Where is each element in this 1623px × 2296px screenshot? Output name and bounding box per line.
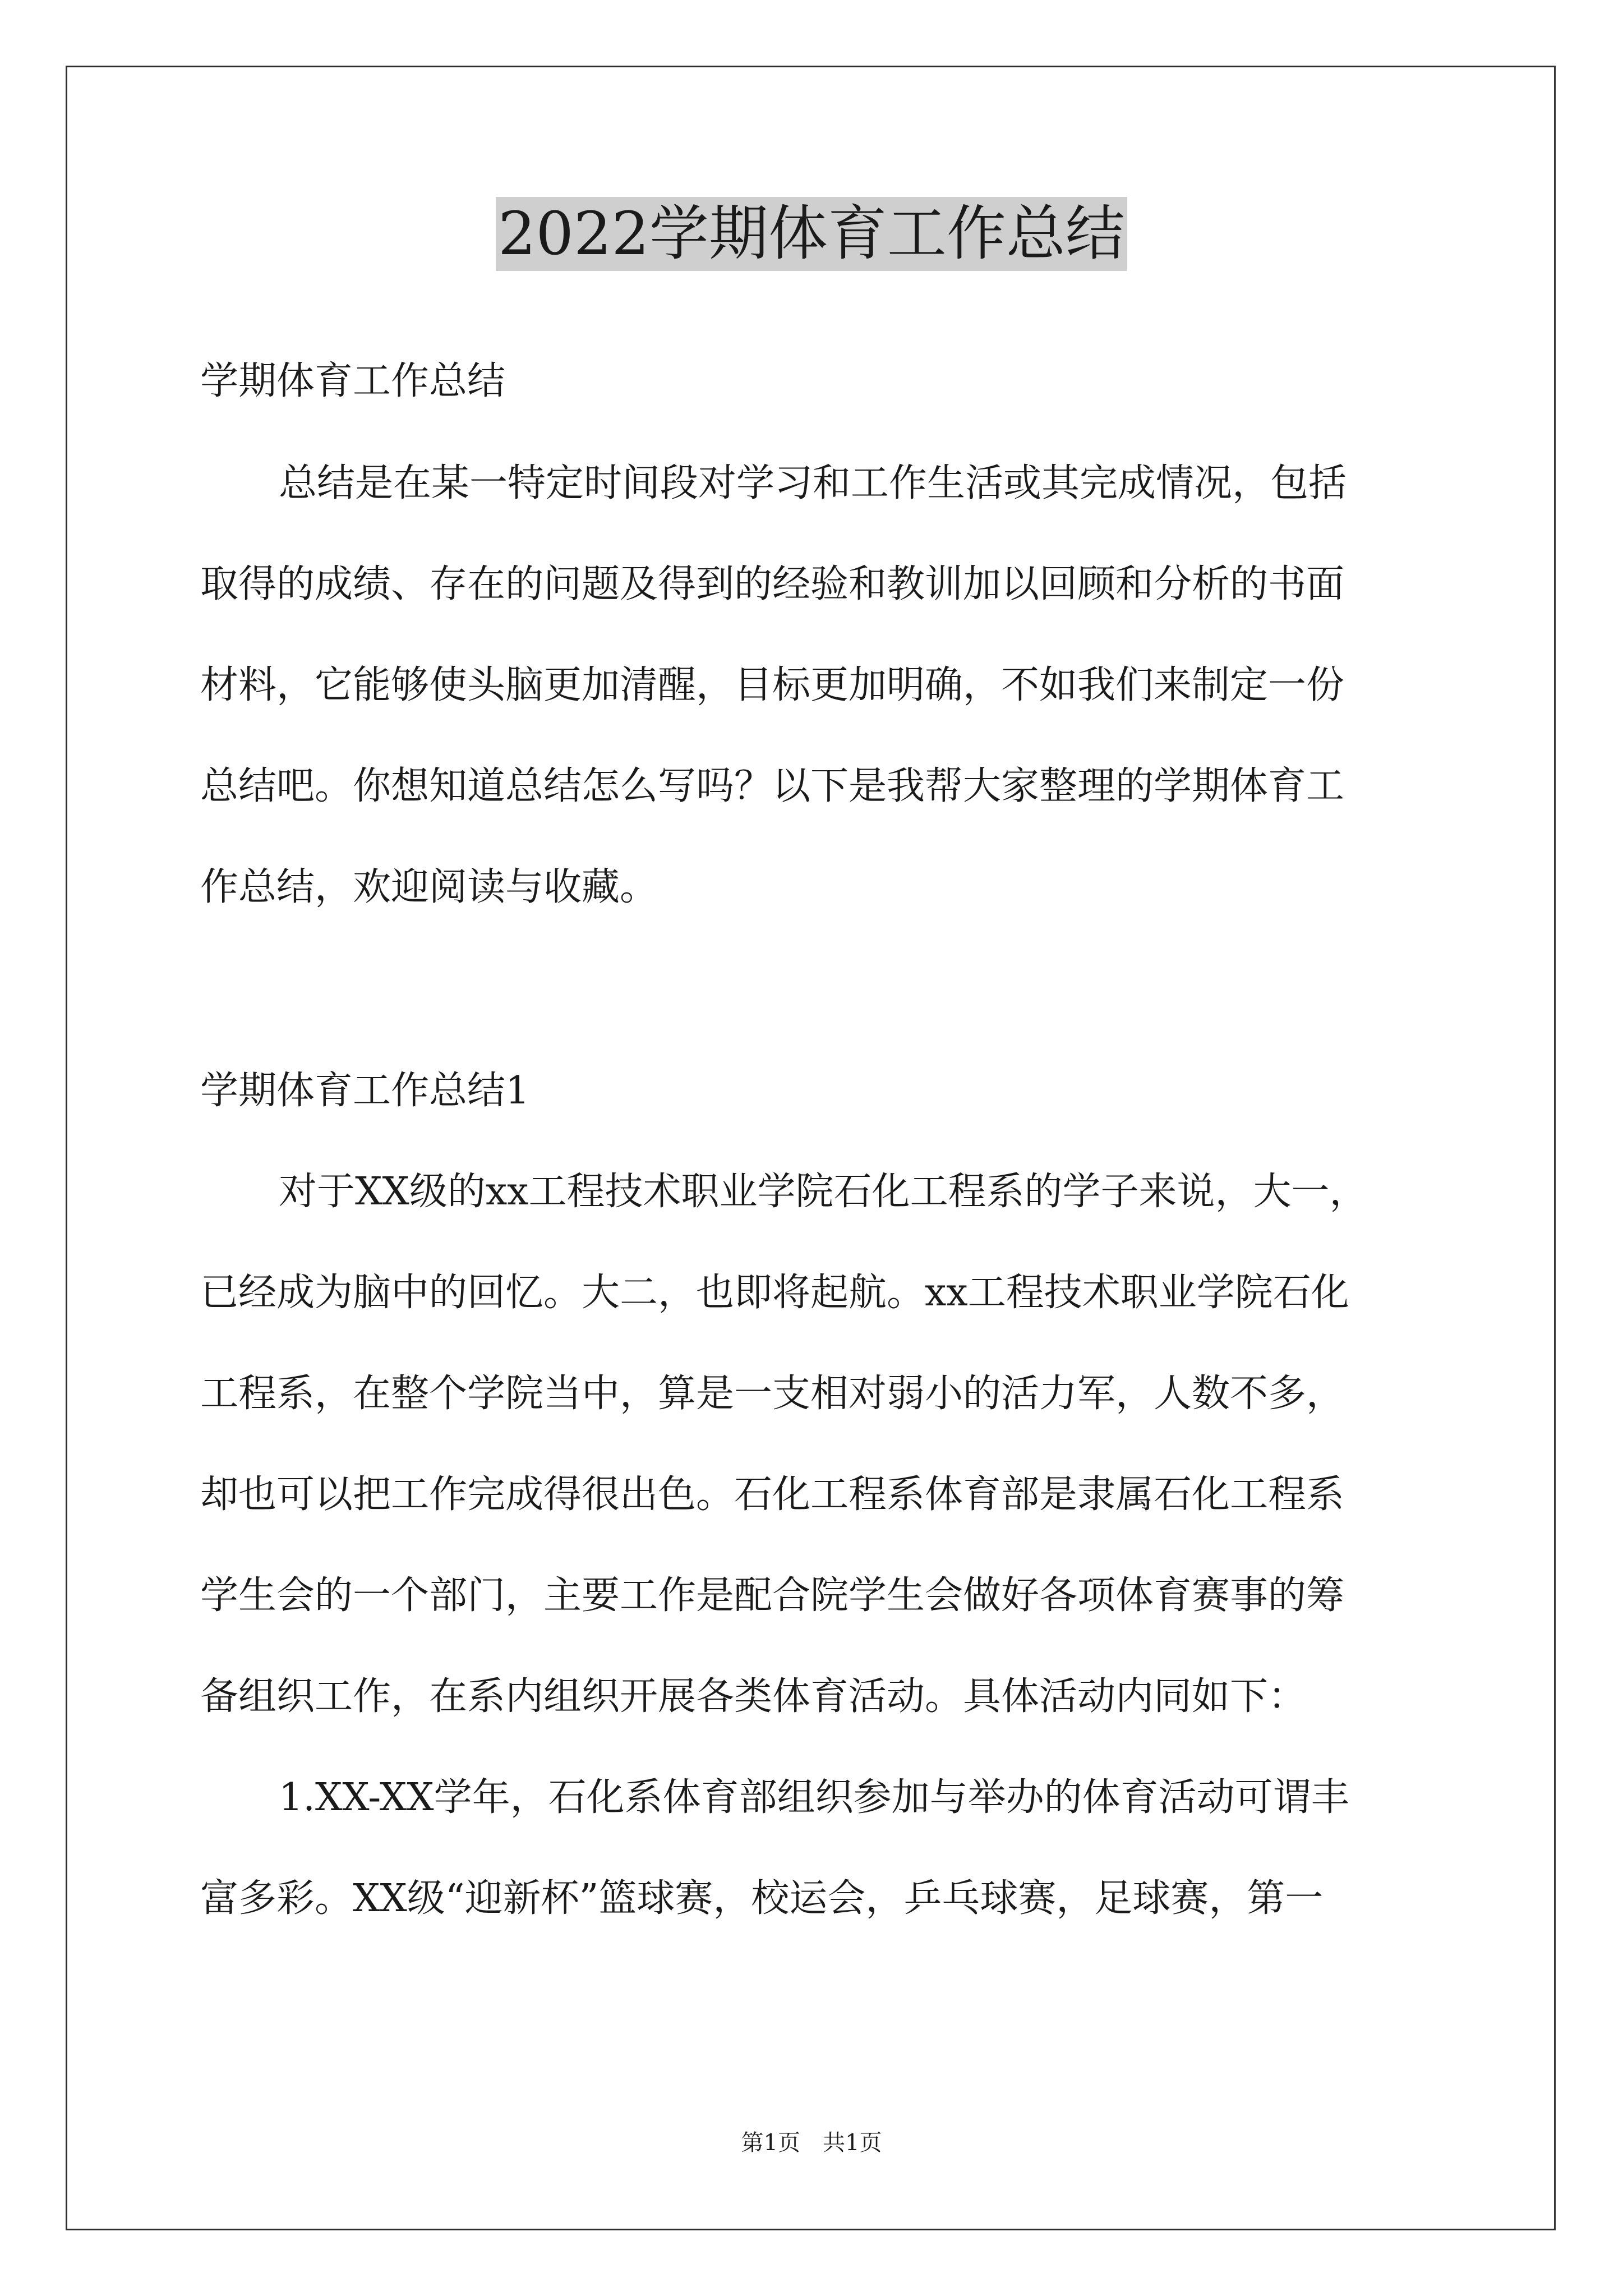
paragraph-line: 取得的成绩、存在的问题及得到的经验和教训加以回顾和分析的书面 — [200, 562, 1345, 606]
paragraph-line: 总结是在某一特定时间段对学习和工作生活或其完成情况，包括 — [279, 461, 1347, 505]
paragraph-line: 已经成为脑中的回忆。大二，也即将起航。xx工程技术职业学院石化 — [200, 1271, 1349, 1315]
paragraph-line: 备组织工作，在系内组织开展各类体育活动。具体活动内同如下： — [200, 1674, 1307, 1719]
paragraph-line: 总结吧。你想知道总结怎么写吗？以下是我帮大家整理的学期体育工 — [200, 764, 1345, 808]
paragraph-line: 材料，它能够使头脑更加清醒，目标更加明确，不如我们来制定一份 — [200, 663, 1345, 707]
page-footer: 第1页 共1页 — [741, 2130, 882, 2156]
section-heading: 学期体育工作总结 — [200, 359, 506, 403]
list-item-line: 1.XX-XX学年，石化系体育部组织参加与举办的体育活动可谓丰 — [279, 1775, 1349, 1820]
paragraph-line: 工程系，在整个学院当中，算是一支相对弱小的活力军，人数不多， — [200, 1372, 1345, 1416]
paragraph-line: 却也可以把工作完成得很出色。石化工程系体育部是隶属石化工程系 — [200, 1473, 1345, 1517]
paragraph-line: 对于XX级的xx工程技术职业学院石化工程系的学子来说，大一， — [279, 1170, 1368, 1214]
title-container — [0, 197, 1623, 271]
list-item-line: 富多彩。XX级“迎新杯”篮球赛，校运会，乒乓球赛，足球赛，第一 — [200, 1876, 1324, 1921]
paragraph-line: 学生会的一个部门，主要工作是配合院学生会做好各项体育赛事的筹 — [200, 1573, 1345, 1618]
document-title: 2022学期体育工作总结 — [496, 197, 1127, 271]
paragraph-line: 作总结，欢迎阅读与收藏。 — [200, 865, 658, 909]
section-heading: 学期体育工作总结1 — [200, 1069, 530, 1113]
